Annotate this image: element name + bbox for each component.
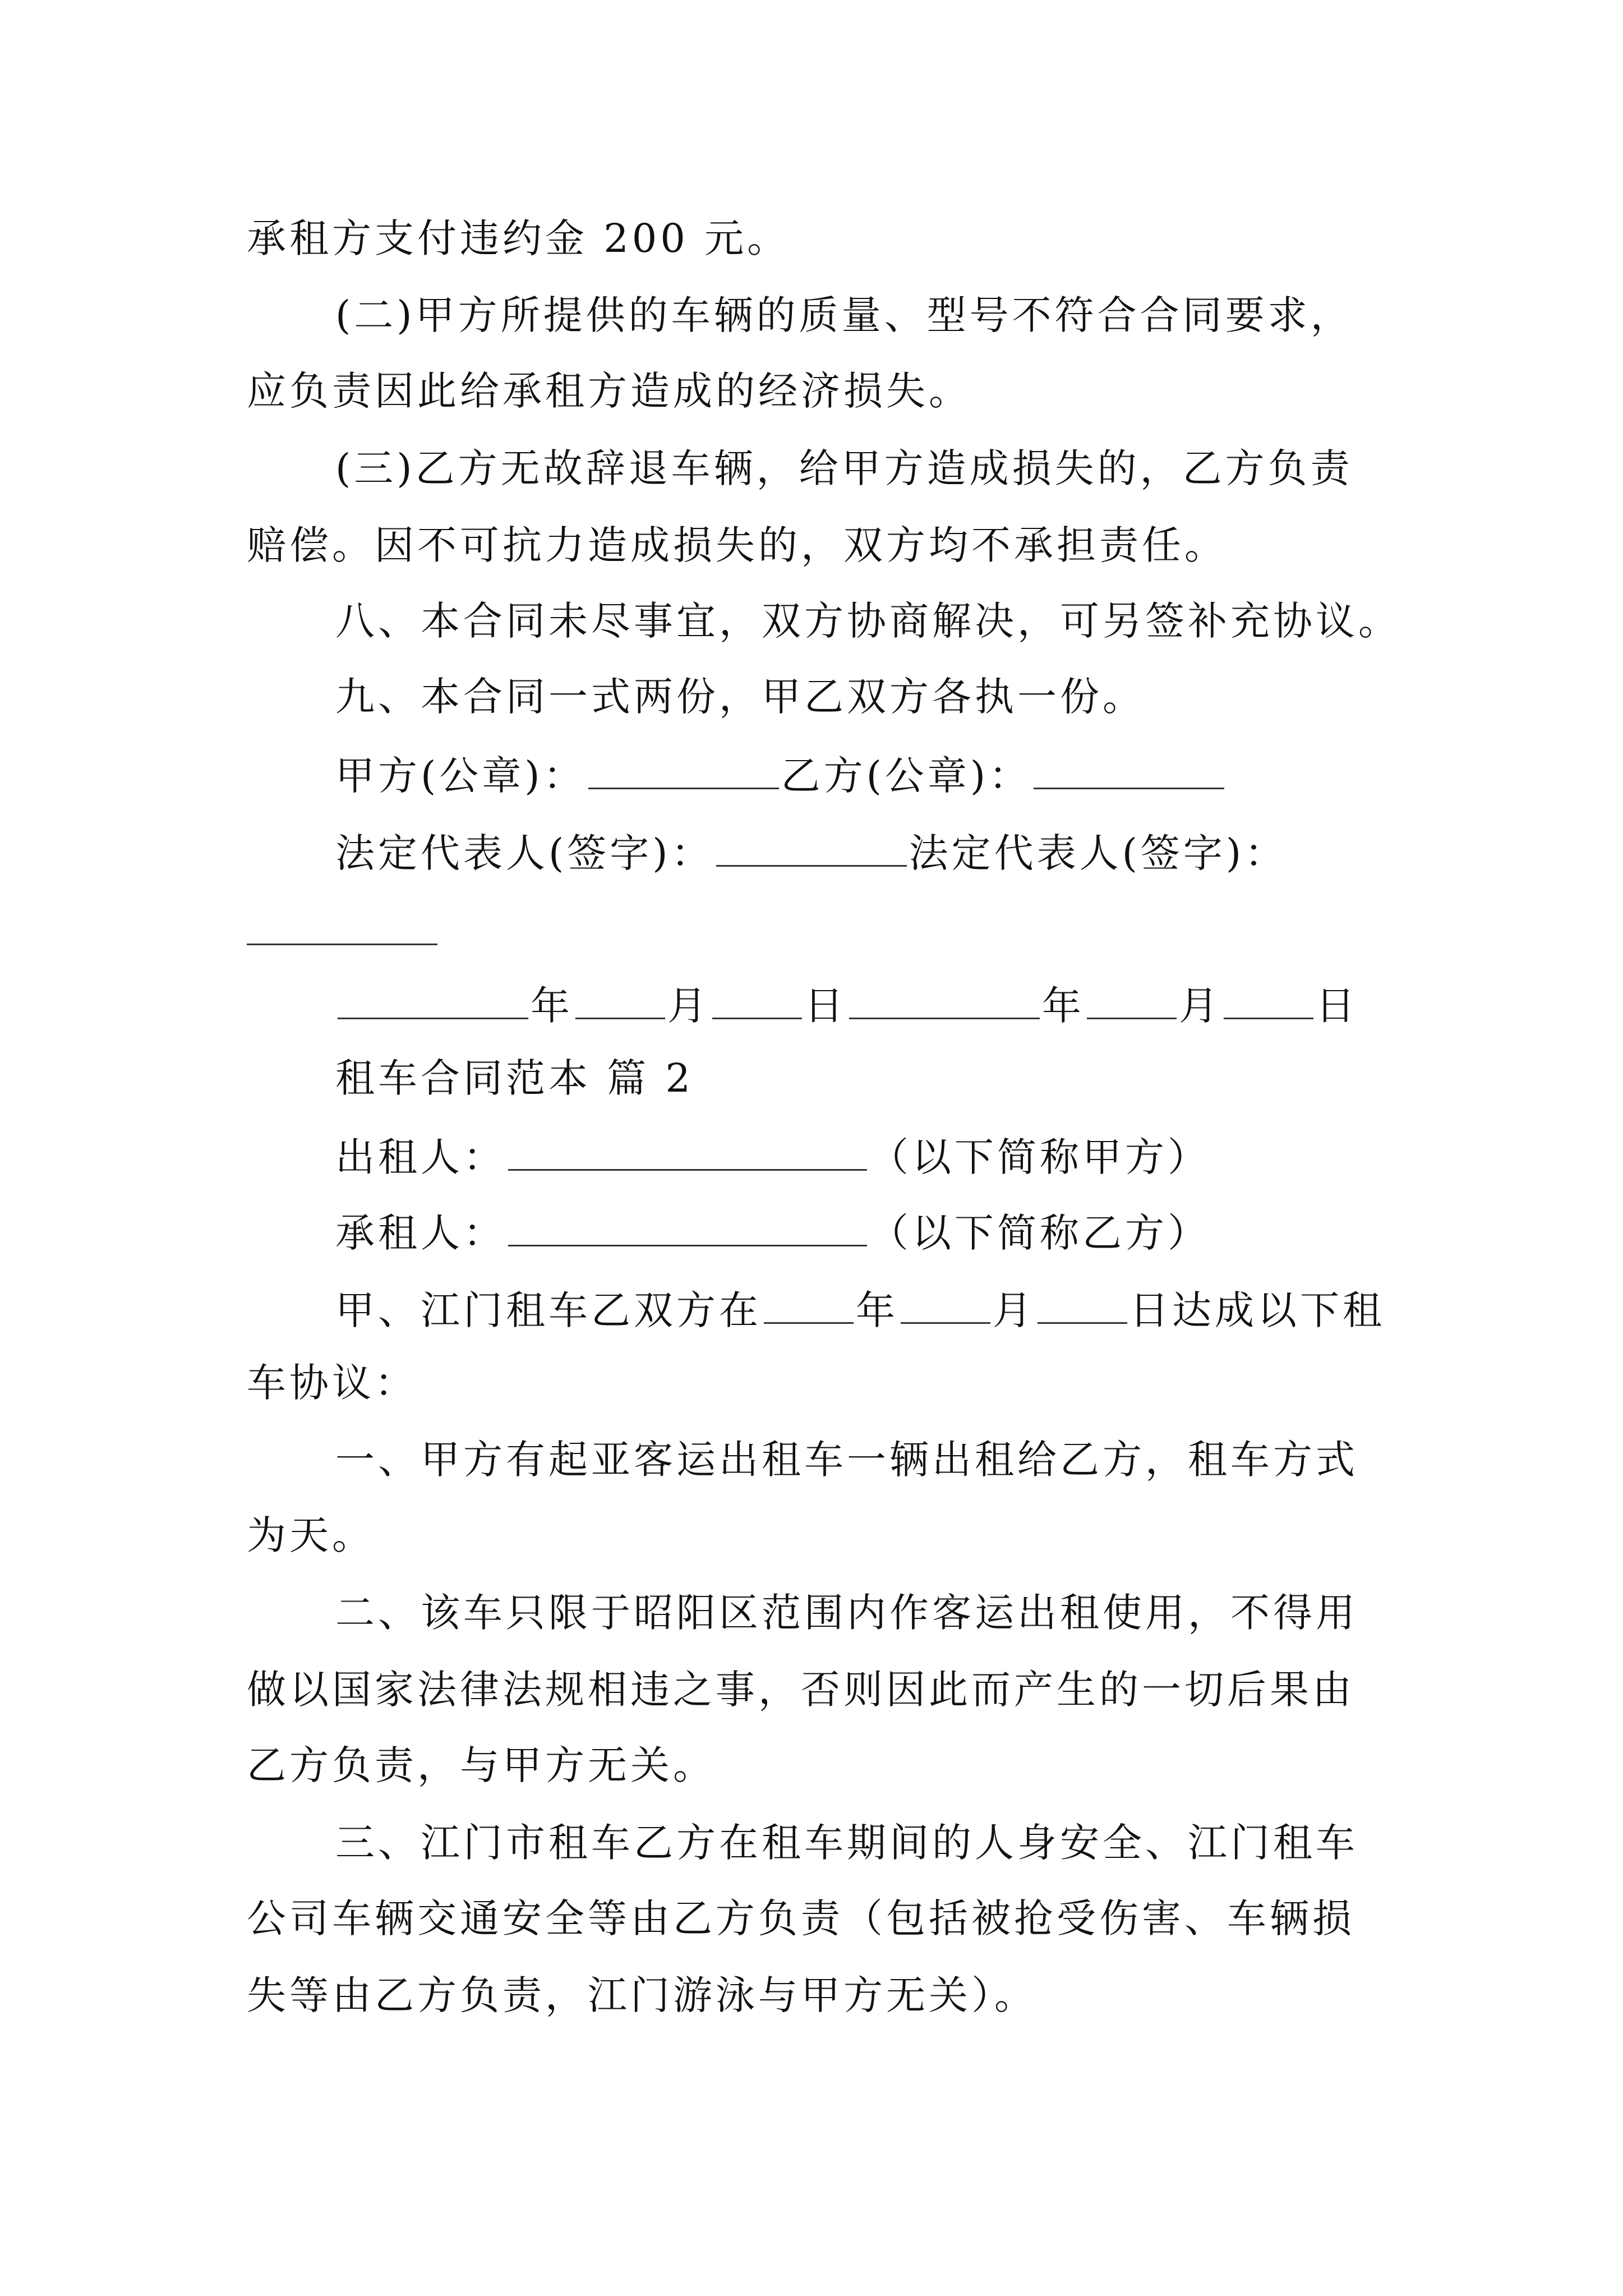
rep-b-label: 法定代表人(签字)： — [909, 830, 1288, 876]
intro-year-label: 年 — [856, 1287, 898, 1333]
lessor-line — [335, 1134, 1210, 1180]
rep-a-label: 法定代表人(签字)： — [335, 830, 714, 876]
lessee-line — [335, 1210, 1210, 1256]
seal-line — [335, 753, 1227, 799]
clause-line: 一、甲方有起亚客运出租车一辆出租给乙方，租车方式 — [335, 1437, 1358, 1483]
day-b-blank — [1224, 983, 1313, 1019]
section-title: 租车合同范本 篇 2 — [335, 1055, 694, 1101]
clause-line: 二、该车只限于昭阳区范围内作客运出租使用，不得用 — [335, 1590, 1358, 1636]
intro-month-blank — [901, 1287, 990, 1324]
month-b-label: 月 — [1179, 983, 1221, 1029]
paragraph-line: 赔偿。因不可抗力造成损失的，双方均不承担责任。 — [247, 522, 1227, 568]
paragraph-line: 承租方支付违约金 200 元。 — [247, 215, 790, 261]
rep-a-blank — [716, 830, 907, 867]
year-b-label: 年 — [1042, 983, 1085, 1029]
lessor-note: （以下简称甲方） — [869, 1134, 1210, 1180]
rep-b-blank — [247, 909, 437, 945]
intro-year-blank — [764, 1287, 854, 1324]
party-a-seal-label: 甲方(公章)： — [335, 753, 586, 799]
lessor-label: 出租人： — [335, 1134, 506, 1180]
intro-day-text: 日达成以下租 — [1129, 1287, 1385, 1333]
year-b-blank — [849, 983, 1040, 1019]
party-b-seal-blank — [1034, 753, 1224, 789]
clause-line: 为天。 — [247, 1512, 375, 1558]
month-a-label: 月 — [667, 983, 710, 1029]
day-b-label: 日 — [1316, 983, 1358, 1029]
paragraph-line: 应负责因此给承租方造成的经济损失。 — [247, 368, 971, 414]
month-a-blank — [575, 983, 665, 1019]
day-a-blank — [712, 983, 802, 1019]
paragraph-line: (三)乙方无故辞退车辆，给甲方造成损失的，乙方负责 — [335, 445, 1353, 491]
lessee-blank — [508, 1210, 867, 1246]
intro-text: 甲、江门租车乙双方在 — [335, 1287, 762, 1333]
month-b-blank — [1087, 983, 1177, 1019]
lessee-label: 承租人： — [335, 1210, 506, 1256]
clause-line: 三、江门市租车乙方在租车期间的人身安全、江门租车 — [335, 1820, 1358, 1866]
paragraph-line: 八、本合同未尽事宜，双方协商解决，可另签补充协议。 — [335, 598, 1401, 644]
year-a-label: 年 — [531, 983, 573, 1029]
year-a-blank — [338, 983, 528, 1019]
lessor-blank — [508, 1134, 867, 1171]
day-a-label: 日 — [804, 983, 847, 1029]
rep-b-blank-line — [247, 909, 437, 951]
paragraph-line: 车协议： — [247, 1360, 417, 1406]
paragraph-line: 九、本合同一式两份，甲乙双方各执一份。 — [335, 674, 1145, 720]
lessee-note: （以下简称乙方） — [869, 1210, 1210, 1256]
clause-line: 公司车辆交通安全等由乙方负责（包括被抢受伤害、车辆损 — [247, 1895, 1355, 1941]
intro-month-label: 月 — [993, 1287, 1035, 1333]
clause-line: 乙方负责，与甲方无关。 — [247, 1742, 716, 1788]
intro-day-blank — [1038, 1287, 1127, 1324]
clause-line: 失等由乙方负责，江门游泳与甲方无关）。 — [247, 1972, 1037, 2018]
paragraph-line: (二)甲方所提供的车辆的质量、型号不符合合同要求， — [335, 292, 1353, 338]
party-b-seal-label: 乙方(公章)： — [781, 753, 1032, 799]
clause-line: 做以国家法律法规相违之事，否则因此而产生的一切后果由 — [247, 1667, 1355, 1713]
representative-line — [335, 830, 1288, 876]
date-line — [335, 983, 1358, 1029]
intro-line — [335, 1287, 1385, 1333]
party-a-seal-blank — [588, 753, 779, 789]
